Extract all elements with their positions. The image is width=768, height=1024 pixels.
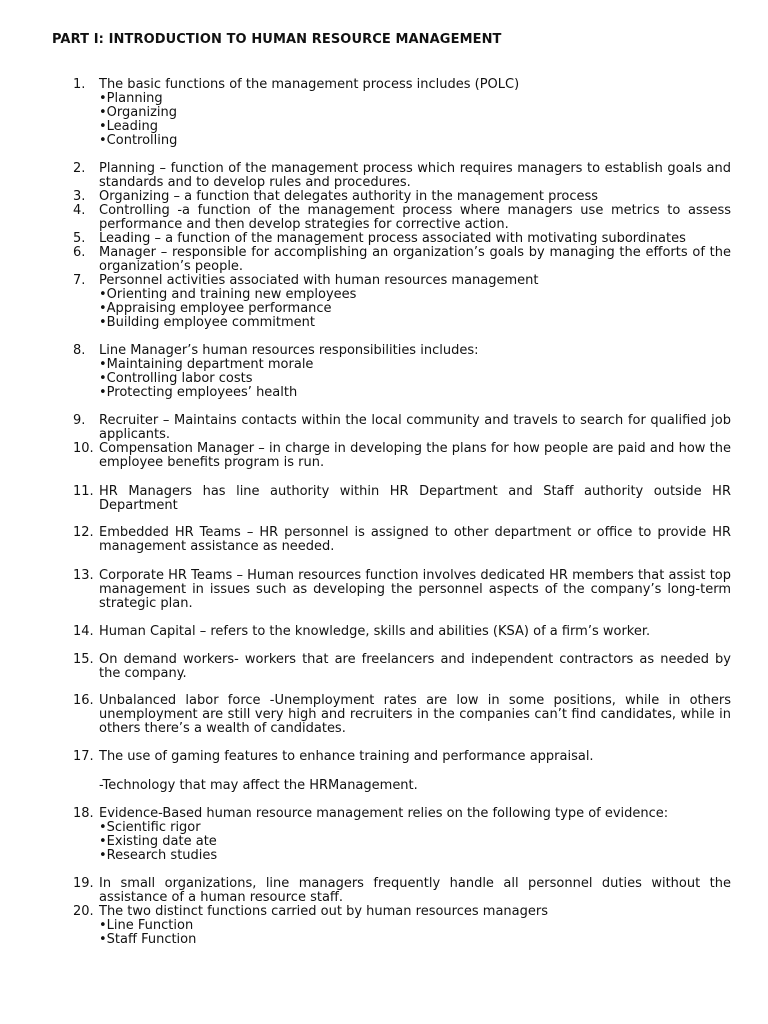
list-item [73,625,731,639]
item-text: Line Manager’s human resources responsibilities includes: [99,343,479,358]
item-number: 10. [73,441,94,456]
item-number: 8. [73,343,86,358]
item-text: On demand workers- workers that are freelancers and independent contractors as needed by the company. [99,652,731,681]
item-text: The use of gaming features to enhance training and performance appraisal. [99,749,594,764]
bullet-item: •Staff Function [99,932,197,947]
bullet-item: •Planning [99,91,163,106]
item-number: 3. [73,189,86,204]
item-number: 7. [73,273,86,288]
list-item [73,190,731,204]
item-text: Organizing – a function that delegates authority in the management process [99,189,599,204]
list-item [73,694,731,736]
list-item [73,78,731,148]
item-text: The two distinct functions carried out by human resources managers [99,904,548,919]
item-text: Corporate HR Teams – Human resources function involves dedicated HR members that assist top management in issues such as developing the personnel aspects of the company’s long-term strategic plan. [99,568,731,611]
item-number: 19. [73,876,94,891]
item-text: Controlling -a function of the management process where managers use metrics to assess performance and then develop strategies for corrective action. [99,203,731,232]
list-item [73,204,731,232]
list-item [73,653,731,681]
item-text: HR Managers has line authority within HR Department and Staff authority outside HR Department [99,484,731,513]
bullet-item: •Controlling labor costs [99,371,253,386]
item-text: The basic functions of the management process includes (POLC) [99,77,520,92]
item-number: 4. [73,203,86,218]
item-note: -Technology that may affect the HRManagement. [99,778,418,793]
item-text: Manager – responsible for accomplishing an organization’s goals by managing the efforts of the organization’s people. [99,245,731,274]
bullet-item: •Scientific rigor [99,820,201,835]
bullet-item: •Maintaining department morale [99,357,314,372]
bullet-item: •Research studies [99,848,218,863]
item-text: Leading – a function of the management process associated with motivating subordinates [99,231,686,246]
item-number: 17. [73,749,94,764]
item-text: Personnel activities associated with human resources management [99,273,539,288]
list-item [73,485,731,513]
list-item [73,905,731,947]
bullet-item: •Controlling [99,133,178,148]
bullet-item: •Orienting and training new employees [99,287,357,302]
item-number: 11. [73,484,94,499]
item-text: Compensation Manager – in charge in developing the plans for how people are paid and how the employee benefits program is run. [99,441,731,470]
list-item [73,807,731,863]
bullet-item: •Organizing [99,105,178,120]
list-item [73,246,731,274]
item-number: 20. [73,904,94,919]
bullet-item: •Appraising employee performance [99,301,332,316]
item-number: 6. [73,245,86,260]
list-item [73,414,731,442]
page-title: PART I: INTRODUCTION TO HUMAN RESOURCE MANAGEMENT [52,32,502,47]
item-number: 2. [73,161,86,176]
item-text: Human Capital – refers to the knowledge, skills and abilities (KSA) of a firm’s worker. [99,624,651,639]
list-item [73,274,731,330]
item-text: Planning – function of the management process which requires managers to establish goals and standards and to develop rules and procedures. [99,161,731,190]
item-text: Evidence-Based human resource management relies on the following type of evidence: [99,806,669,821]
item-number: 16. [73,693,94,708]
item-number: 9. [73,413,86,428]
item-number: 15. [73,652,94,667]
bullet-item: •Building employee commitment [99,315,315,330]
item-number: 5. [73,231,86,246]
item-number: 1. [73,77,86,92]
bullet-item: •Protecting employees’ health [99,385,298,400]
bullet-item: •Leading [99,119,159,134]
item-number: 13. [73,568,94,583]
item-text: Embedded HR Teams – HR personnel is assigned to other department or office to provide HR management assistance as needed. [99,525,731,554]
item-number: 12. [73,525,94,540]
list-item [73,442,731,470]
list-item [73,162,731,190]
item-number: 14. [73,624,94,639]
item-text: Recruiter – Maintains contacts within the local community and travels to search for qualified job applicants. [99,413,731,442]
list-item [73,344,731,400]
list-item [73,750,731,764]
list-item [73,877,731,905]
bullet-item: •Existing date ate [99,834,217,849]
item-text: In small organizations, line managers frequently handle all personnel duties without the assistance of a human resource staff. [99,876,731,905]
bullet-item: •Line Function [99,918,194,933]
list-item [73,569,731,611]
list-item [73,232,731,246]
item-text: Unbalanced labor force -Unemployment rates are low in some positions, while in others unemployment are still very high and recruiters in the companies can’t find candidates, while in others there’s a wealth of candidates. [99,693,731,736]
list-item [73,526,731,554]
item-number: 18. [73,806,94,821]
